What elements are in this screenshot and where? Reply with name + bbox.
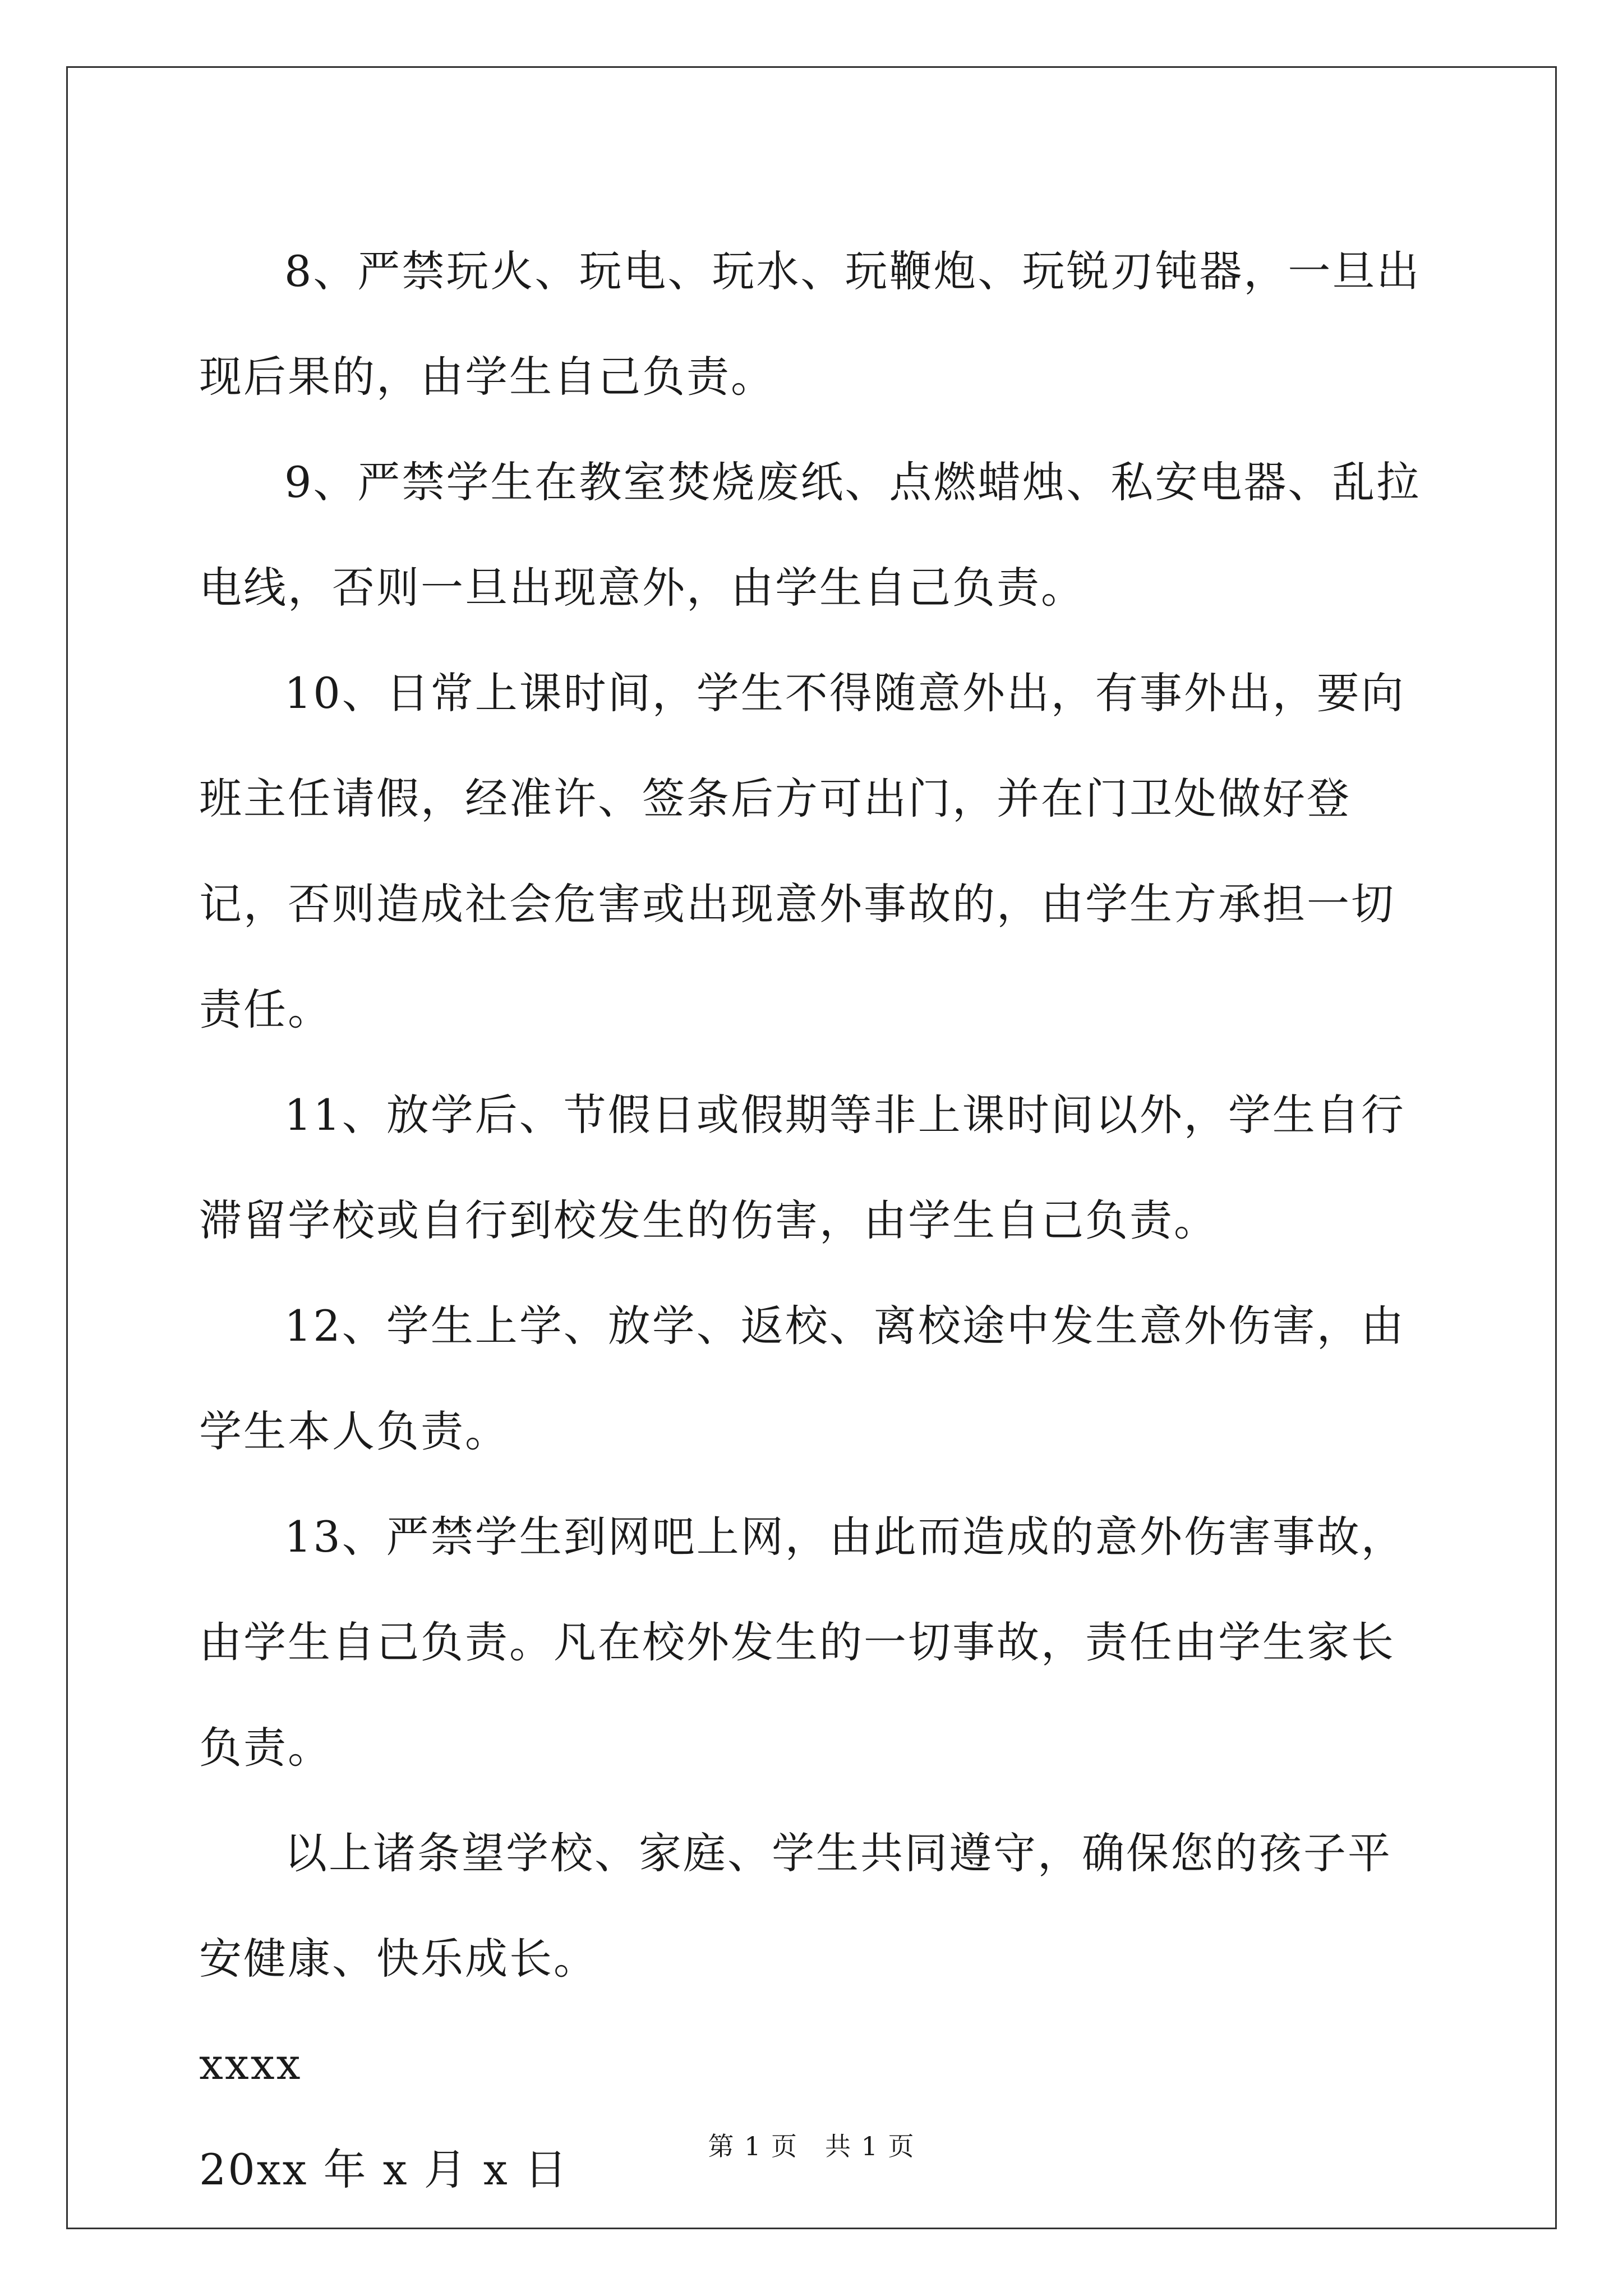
paragraph-rule-10: 10、日常上课时间，学生不得随意外出，有事外出，要向班主任请假，经准许、签条后方可出门，并在门卫处做好登记，否则造成社会危害或出现意外事故的，由学生方承担一切责任。: [199, 668, 1405, 1034]
paragraph-rule-9: 9、严禁学生在教室焚烧废纸、点燃蜡烛、私安电器、乱拉电线，否则一旦出现意外，由学生自己负责。: [199, 457, 1421, 613]
document-body: [199, 219, 1433, 2223]
signature: xxxx: [199, 2039, 302, 2089]
page-footer: 第 1 页 共 1 页: [708, 2131, 915, 2161]
paragraph-rule-11: 11、放学后、节假日或假期等非上课时间以外，学生自行滞留学校或自行到校发生的伤害，由学生自己负责。: [199, 1090, 1405, 1245]
paragraph-rule-12: 12、学生上学、放学、返校、离校途中发生意外伤害，由学生本人负责。: [199, 1301, 1405, 1456]
paragraph-rule-13: 13、严禁学生到网吧上网，由此而造成的意外伤害事故，由学生自己负责。凡在校外发生的一切事故，责任由学生家长负责。: [199, 1512, 1405, 1773]
date-line: 20xx 年 x 月 x 日: [199, 2145, 569, 2194]
paragraph-rule-8: 8、严禁玩火、玩电、玩水、玩鞭炮、玩锐刃钝器，一旦出现后果的，由学生自己负责。: [199, 246, 1421, 402]
paragraph-closing: 以上诸条望学校、家庭、学生共同遵守，确保您的孩子平安健康、快乐成长。: [199, 1828, 1392, 1984]
